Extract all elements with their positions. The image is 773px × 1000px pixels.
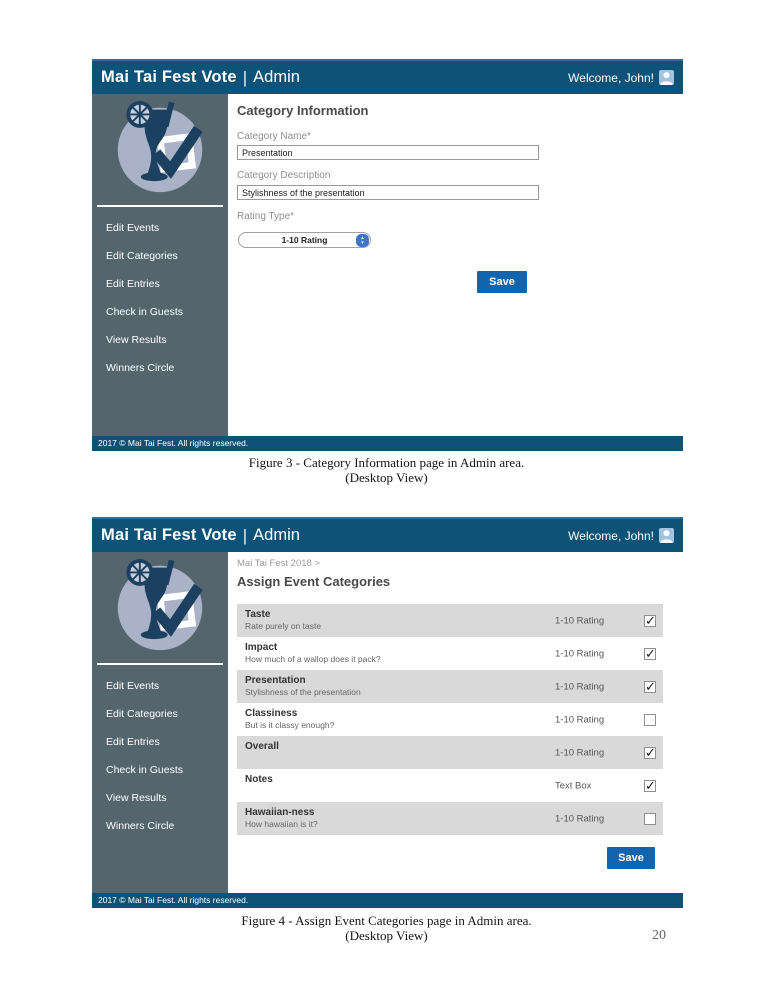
rating-type: 1-10 Rating	[555, 615, 605, 626]
sidebar-item-edit-events[interactable]: Edit Events	[106, 222, 160, 234]
rating-type-value: 1-10 Rating	[281, 235, 328, 245]
sidebar-item-check-in-guests[interactable]: Check in Guests	[106, 764, 184, 776]
rating-type-select[interactable]	[238, 232, 371, 248]
app-body	[92, 94, 683, 436]
figure3-mockup	[92, 59, 683, 451]
category-name-label: Category Name*	[237, 131, 311, 142]
category-checkbox[interactable]: ✓	[645, 612, 656, 628]
sidebar-item-edit-entries[interactable]: Edit Entries	[106, 736, 160, 748]
figure3-caption-line1: Figure 3 - Category Information page in Admin area.	[248, 455, 525, 470]
figure4-caption-line2: (Desktop View)	[345, 928, 428, 943]
category-list	[237, 604, 663, 835]
save-button[interactable]: Save	[607, 847, 655, 869]
rating-type: 1-10 Rating	[555, 681, 605, 692]
category-name: Overall	[245, 741, 279, 752]
sidebar-item-edit-events[interactable]: Edit Events	[106, 680, 160, 692]
sidebar-item-check-in-guests[interactable]: Check in Guests	[106, 306, 184, 318]
brand-title: Mai Tai Fest Vote	[101, 68, 237, 86]
category-name: Classiness	[245, 708, 298, 719]
category-row-overall	[237, 736, 663, 769]
category-row-classiness	[237, 703, 663, 736]
category-name: Impact	[245, 642, 278, 653]
sidebar-item-edit-categories[interactable]: Edit Categories	[106, 250, 178, 262]
category-name: Presentation	[245, 675, 306, 686]
user-avatar-icon[interactable]	[659, 528, 674, 543]
brand-divider: |	[242, 67, 248, 87]
category-desc: Rate purely on taste	[245, 621, 322, 631]
welcome-area	[568, 528, 674, 543]
category-description-label: Category Description	[237, 170, 331, 181]
category-name-field[interactable]	[237, 145, 539, 160]
rating-type: 1-10 Rating	[555, 648, 605, 659]
sidebar-item-view-results[interactable]: View Results	[106, 792, 167, 804]
sidebar-menu	[92, 207, 228, 390]
category-row-presentation	[237, 670, 663, 703]
category-checkbox[interactable]: ✓	[645, 777, 656, 793]
welcome-text: Welcome, John!	[568, 528, 654, 543]
category-checkbox[interactable]: ✓	[645, 744, 656, 760]
sidebar-menu	[92, 665, 228, 848]
sidebar-item-edit-categories[interactable]: Edit Categories	[106, 708, 178, 720]
category-row-hawaiian-ness	[237, 802, 663, 835]
figure4-caption-line1: Figure 4 - Assign Event Categories page in Admin area.	[241, 913, 532, 928]
rating-type: Text Box	[555, 780, 592, 791]
figure3-caption-line2: (Desktop View)	[345, 470, 428, 485]
welcome-area	[568, 70, 674, 85]
category-checkbox[interactable]	[644, 813, 656, 825]
welcome-text: Welcome, John!	[568, 70, 654, 85]
user-avatar-icon[interactable]	[659, 70, 674, 85]
category-desc: How hawaiian is it?	[245, 819, 318, 829]
assign-event-categories-panel	[228, 552, 683, 893]
brand-divider: |	[242, 525, 248, 545]
sidebar-item-winners-circle[interactable]: Winners Circle	[106, 820, 175, 832]
category-description-field[interactable]	[237, 185, 539, 200]
stepper-down-icon: ▼	[360, 239, 365, 245]
category-information-panel	[228, 94, 683, 436]
figure4-mockup	[92, 517, 683, 908]
category-row-impact	[237, 637, 663, 670]
sidebar	[92, 94, 228, 436]
sidebar	[92, 552, 228, 893]
select-stepper-icon[interactable]	[356, 234, 369, 247]
app-body	[92, 552, 683, 893]
category-name: Taste	[245, 609, 271, 620]
category-name: Hawaiian-ness	[245, 807, 315, 818]
stepper-up-icon: ▲	[360, 235, 365, 240]
rating-type: 1-10 Rating	[555, 813, 605, 824]
figure3-caption	[0, 455, 773, 485]
category-desc: Stylishness of the presentation	[245, 687, 361, 697]
sidebar-item-winners-circle[interactable]: Winners Circle	[106, 362, 175, 374]
category-row-notes	[237, 769, 663, 802]
category-desc: How much of a wallop does it pack?	[245, 654, 381, 664]
page-title: Assign Event Categories	[237, 574, 391, 589]
category-checkbox[interactable]: ✓	[645, 645, 656, 661]
footer-bar: 2017 © Mai Tai Fest. All rights reserved.	[92, 436, 683, 451]
category-desc: But is it classy enough?	[245, 720, 335, 730]
section-title: Admin	[253, 68, 300, 86]
rating-type-label: Rating Type*	[237, 211, 295, 222]
mai-tai-fest-logo-icon	[112, 100, 208, 196]
sidebar-item-edit-entries[interactable]: Edit Entries	[106, 278, 160, 290]
sidebar-item-view-results[interactable]: View Results	[106, 334, 167, 346]
breadcrumb[interactable]: Mai Tai Fest 2018 >	[237, 558, 320, 569]
category-checkbox[interactable]	[644, 714, 656, 726]
category-name: Notes	[245, 774, 273, 785]
section-title: Admin	[253, 526, 300, 544]
app-header	[92, 59, 683, 94]
app-header	[92, 517, 683, 552]
save-button[interactable]: Save	[477, 271, 527, 293]
category-checkbox[interactable]: ✓	[645, 678, 656, 694]
page-title: Category Information	[237, 103, 369, 118]
brand-title: Mai Tai Fest Vote	[101, 526, 237, 544]
page-number: 20	[652, 928, 666, 943]
rating-type: 1-10 Rating	[555, 747, 605, 758]
footer-bar: 2017 © Mai Tai Fest. All rights reserved.	[92, 893, 683, 908]
mai-tai-fest-logo-icon	[112, 558, 208, 654]
rating-type: 1-10 Rating	[555, 714, 605, 725]
category-row-taste	[237, 604, 663, 637]
